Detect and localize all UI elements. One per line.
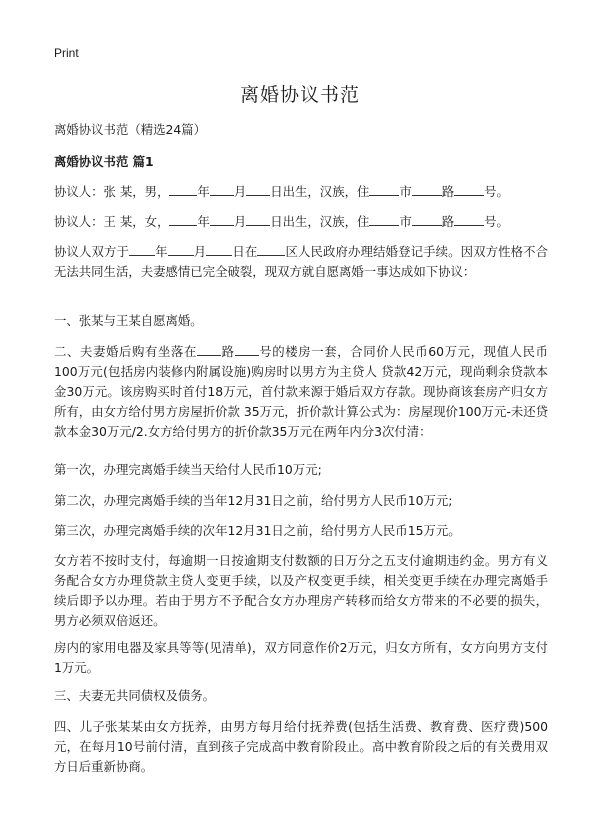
blank-field <box>210 182 234 196</box>
doc-subtitle: 离婚协议书范（精选24篇） <box>54 122 207 137</box>
section-heading: 离婚协议书范 篇1 <box>54 154 154 169</box>
clause-4: 四、儿子张某某由女方抚养，由男方每月给付抚养费(包括生活费、教育费、医疗费)500元，在每月10号前付清，直到孩子完成高中教育阶段止。高中教育阶段之后的有关费用双方日后重新协商。 <box>54 719 548 774</box>
blank-field <box>369 212 399 226</box>
print-label: Print <box>54 46 79 60</box>
payment-1: 第一次，办理完离婚手续当天给付人民币10万元; <box>54 462 322 477</box>
party1-line <box>54 182 548 202</box>
party1-num: 号。 <box>484 184 509 199</box>
party1-city: 市 <box>399 184 412 199</box>
intro-year: 年 <box>155 244 168 259</box>
party2-prefix: 协议人：王 某，女， <box>54 214 170 229</box>
intro-month: 月 <box>193 244 207 259</box>
party2-road: 路 <box>441 214 455 229</box>
intro-day: 日在 <box>232 244 258 259</box>
clause2-road: 路 <box>221 344 235 359</box>
blank-field <box>454 182 484 196</box>
blank-field <box>169 182 197 196</box>
blank-field <box>210 212 234 226</box>
blank-field <box>197 342 221 356</box>
blank-field <box>168 242 194 256</box>
clause-2 <box>54 342 548 442</box>
blank-field <box>129 242 155 256</box>
clause2-suffix: 号的楼房一套，合同价人民币60万元，现值人民币100万元(包括房内装修内附属设施)购房时以男方为主贷人 贷款42万元，现尚剩余贷款本金30万元。该房购买时首付18万元，首付款来源于婚后双方存款。现协商该套房产归女方所有，由女方给付男方房屋折价款 35万元，折价款计算公式为：房屋现价100万元-未还贷款本金30万元/2.女方给付男方的折价款35万元在两年内分3次付清： <box>54 344 548 439</box>
blank-field <box>169 212 197 226</box>
party2-line <box>54 212 548 232</box>
blank-field <box>454 212 484 226</box>
party2-birth: 日出生，汉族，住 <box>270 214 370 229</box>
intro-suffix: 区人民政府办理结婚登记手续。因双方性格不合无法共同生活，夫妻感情已完全破裂，现双方就自愿离婚一事达成如下协议： <box>54 244 549 279</box>
blank-field <box>235 342 259 356</box>
penalty-paragraph: 女方若不按时支付，每逾期一日按逾期支付数额的日万分之五支付逾期违约金。男方有义务配合女方办理贷款主贷人变更手续，以及产权变更手续，相关变更手续在办理完离婚手续后即予以办理。若由于男方不予配合女方办理房产转移而给女方带来的不必要的损失，男方必须双倍返还。 <box>54 553 548 628</box>
intro-paragraph <box>54 242 548 282</box>
party2-city: 市 <box>399 214 412 229</box>
payment-2: 第二次，办理完离婚手续的当年12月31日之前，给付男方人民币10万元; <box>54 493 453 508</box>
blank-field <box>246 212 270 226</box>
party2-num: 号。 <box>484 214 509 229</box>
blank-field <box>206 242 232 256</box>
party1-month: 月 <box>233 184 247 199</box>
appliances-paragraph: 房内的家用电器及家具等等(见清单)，双方同意作价2万元，归女方所有，女方向男方支付1万元。 <box>54 640 548 675</box>
party1-birth: 日出生，汉族，住 <box>270 184 370 199</box>
payment-3: 第三次，办理完离婚手续的次年12月31日之前，给付男方人民币15万元。 <box>54 523 461 538</box>
page-title: 离婚协议书范 <box>239 84 360 106</box>
intro-prefix: 协议人双方于 <box>54 244 130 259</box>
clause-3: 三、夫妻无共同债权及债务。 <box>54 688 216 703</box>
blank-field <box>246 182 270 196</box>
party2-month: 月 <box>233 214 247 229</box>
clause-1: 一、张某与王某自愿离婚。 <box>54 313 203 328</box>
blank-field <box>412 182 442 196</box>
blank-field <box>369 182 399 196</box>
clause2-prefix: 二、夫妻婚后购有坐落在 <box>54 344 197 359</box>
party1-road: 路 <box>441 184 455 199</box>
blank-field <box>257 242 285 256</box>
party1-prefix: 协议人：张 某，男， <box>54 184 170 199</box>
party2-year: 年 <box>197 214 210 229</box>
party1-year: 年 <box>197 184 210 199</box>
blank-field <box>412 212 442 226</box>
